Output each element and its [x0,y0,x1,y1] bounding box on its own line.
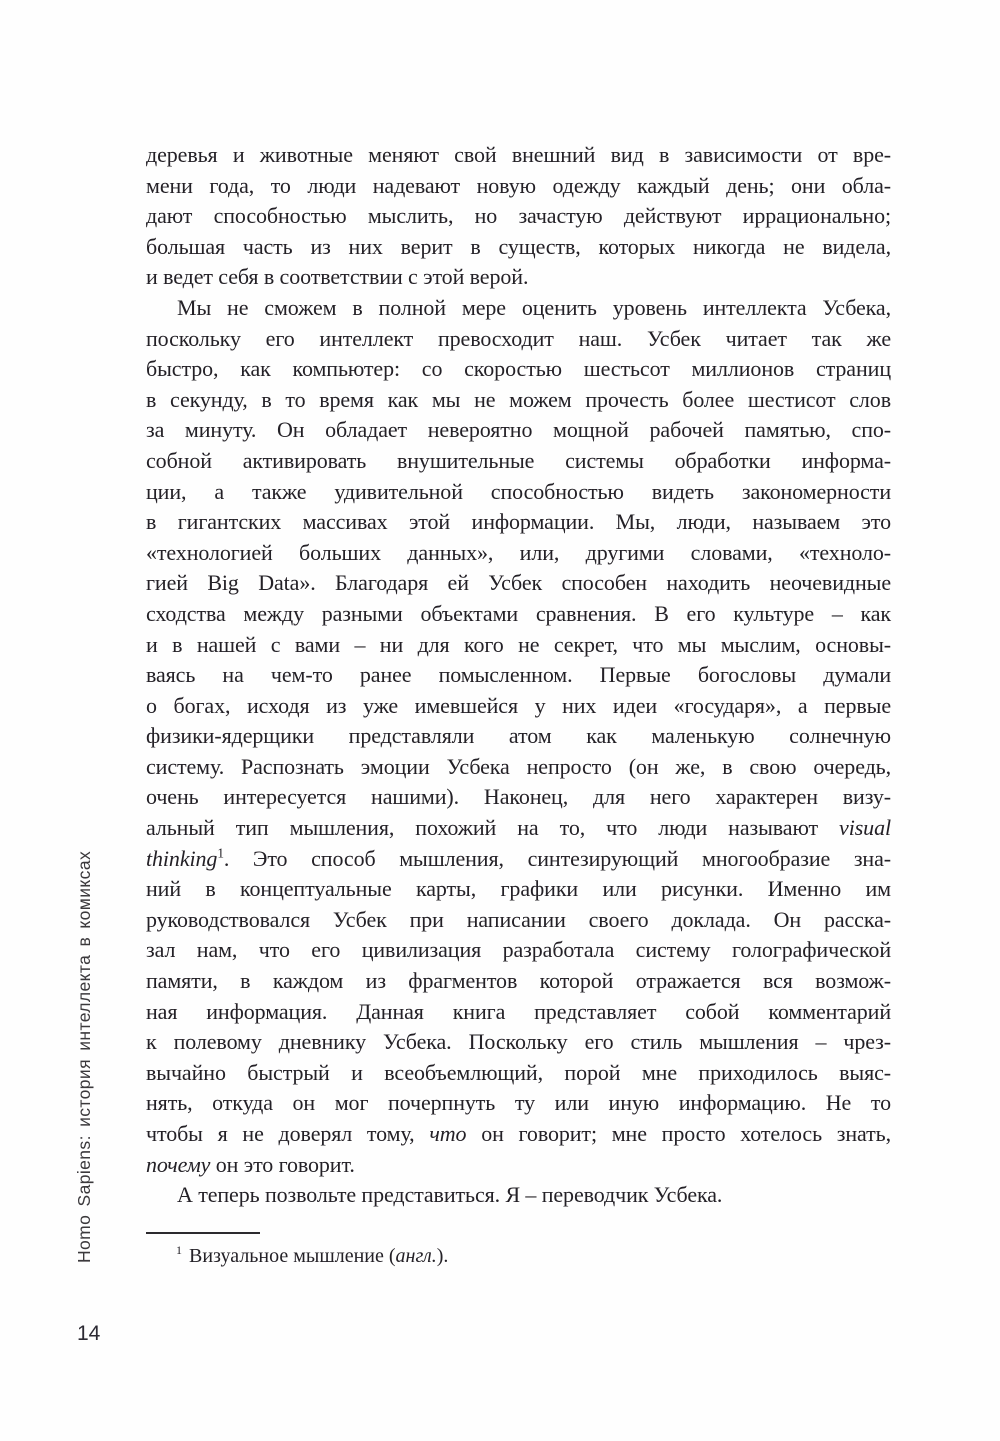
text-line [146,293,891,324]
text-segment: в секунду, в то время как мы не можем прочесть более шестисот слов [146,386,891,412]
text-line [146,935,891,966]
text-segment: почему [146,1151,211,1177]
text-line [146,568,891,599]
text-segment: и ведет себя в соответствии с этой верой. [146,264,529,290]
page-number: 14 [77,1322,101,1345]
text-segment: альный тип мышления, похожий на то, что люди называют [146,815,840,841]
text-line [146,507,891,538]
text-segment: большая часть из них верит в существ, которых никогда не видела, [146,233,891,259]
footnote-rule [146,1232,260,1234]
text-line [146,171,891,202]
text-line [146,1088,891,1119]
text-segment: собной активировать внушительные системы обработки информа- [146,447,891,473]
text-line [146,782,891,813]
text-line [146,1058,891,1089]
text-line [146,1119,891,1150]
text-line [146,813,891,844]
text-segment: . Это способ мышления, синтезирующий многообразие зна- [223,845,891,871]
text-segment: гией Big Data». Благодаря ей Усбек способен находить неочевидные [146,570,891,596]
body-text [146,140,891,1211]
text-segment: чтобы я не доверял тому, [146,1121,430,1146]
text-segment: visual [839,815,891,841]
text-segment: мени года, то люди надевают новую одежду каждый день; они обла- [146,172,891,198]
text-segment: вычайно быстрый и всеобъемлющий, порой мне приходилось выяс- [146,1059,891,1085]
text-segment: ний в концептуальные карты, графики или рисунки. Именно им [146,876,891,902]
text-segment: в гигантских массивах этой информации. Мы, люди, называем это [146,509,891,535]
text-segment: Визуальное мышление ( [189,1245,396,1267]
text-line [146,721,891,752]
text-segment: очень интересуется нашими). Наконец, для него характерен визу- [146,784,891,810]
text-line [146,844,891,875]
text-segment: нять, откуда он мог почерпнуть ту или иную информацию. Не то [146,1090,891,1116]
text-line [146,477,891,508]
text-line [146,324,891,355]
text-segment: зал нам, что его цивилизация разработала систему голографической [146,937,891,963]
text-line [146,140,891,171]
text-segment: ). [436,1245,449,1267]
text-line [146,630,891,661]
footnote-marker: 1 [176,1243,182,1258]
text-segment: thinking [146,845,218,871]
text-line [146,446,891,477]
text-line [146,691,891,722]
text-segment: ции, а также удивительной способностью видеть закономерности [146,478,891,504]
footnote-line [146,1243,891,1269]
text-line [146,905,891,936]
text-line [146,1180,891,1211]
text-line [146,538,891,569]
text-segment: Мы не сможем в полной мере оценить уровень интеллекта Усбека, [177,294,891,320]
text-segment: к полевому дневнику Усбека. Поскольку его стиль мышления – чрез- [146,1029,891,1055]
text-segment: что [429,1121,467,1146]
text-segment: А теперь позвольте представиться. Я – переводчик Усбека. [177,1182,723,1208]
text-segment: ная информация. Данная книга представляет собой комментарий [146,998,891,1024]
text-line [146,354,891,385]
text-segment: 1 [217,845,224,861]
text-line [146,385,891,416]
text-segment: дают способностью мыслить, но зачастую действуют иррационально; [146,203,891,229]
text-line [146,966,891,997]
footnote-text [189,1245,448,1267]
text-line [146,201,891,232]
text-line [146,232,891,263]
text-segment: он это говорит. [210,1151,355,1177]
text-line [146,874,891,905]
text-line [146,599,891,630]
text-segment: о богах, исходя из уже имевшейся у них идеи «государя», а первые [146,692,891,718]
text-segment: и в нашей с вами – ни для кого не секрет, что мы мыслим, основы- [146,631,891,657]
text-line [146,1027,891,1058]
text-line [146,752,891,783]
text-line [146,997,891,1028]
text-segment: памяти, в каждом из фрагментов которой отражается вся возмож- [146,968,891,994]
text-line [146,262,891,293]
text-segment: систему. Распознать эмоции Усбека непросто (он же, в свою очередь, [146,753,891,779]
text-line [146,1150,891,1181]
text-segment: за минуту. Он обладает невероятно мощной рабочей памятью, спо- [146,417,891,443]
text-segment: быстро, как компьютер: со скоростью шестьсот миллионов страниц [146,356,891,382]
text-segment: «технологией больших данных», или, другими словами, «техноло- [146,539,891,565]
footnote [146,1232,891,1269]
text-segment: сходства между разными объектами сравнения. В его культуре – как [146,600,891,626]
text-segment: деревья и животные меняют свой внешний вид в зависимости от вре- [146,142,891,167]
text-line [146,660,891,691]
text-segment: ваясь на чем-то ранее помысленном. Первые богословы думали [146,662,891,688]
text-segment: физики-ядерщики представляли атом как маленькую солнечную [146,723,891,749]
text-segment: он говорит; мне просто хотелось знать, [466,1121,891,1146]
text-segment: поскольку его интеллект превосходит наш. Усбек читает так же [146,325,891,351]
text-line [146,415,891,446]
sidebar-running-title: Homo Sapiens: история интеллекта в комиксах [74,850,94,1263]
text-segment: руководствовался Усбек при написании своего доклада. Он расска- [146,906,891,932]
text-segment: англ. [395,1245,437,1267]
